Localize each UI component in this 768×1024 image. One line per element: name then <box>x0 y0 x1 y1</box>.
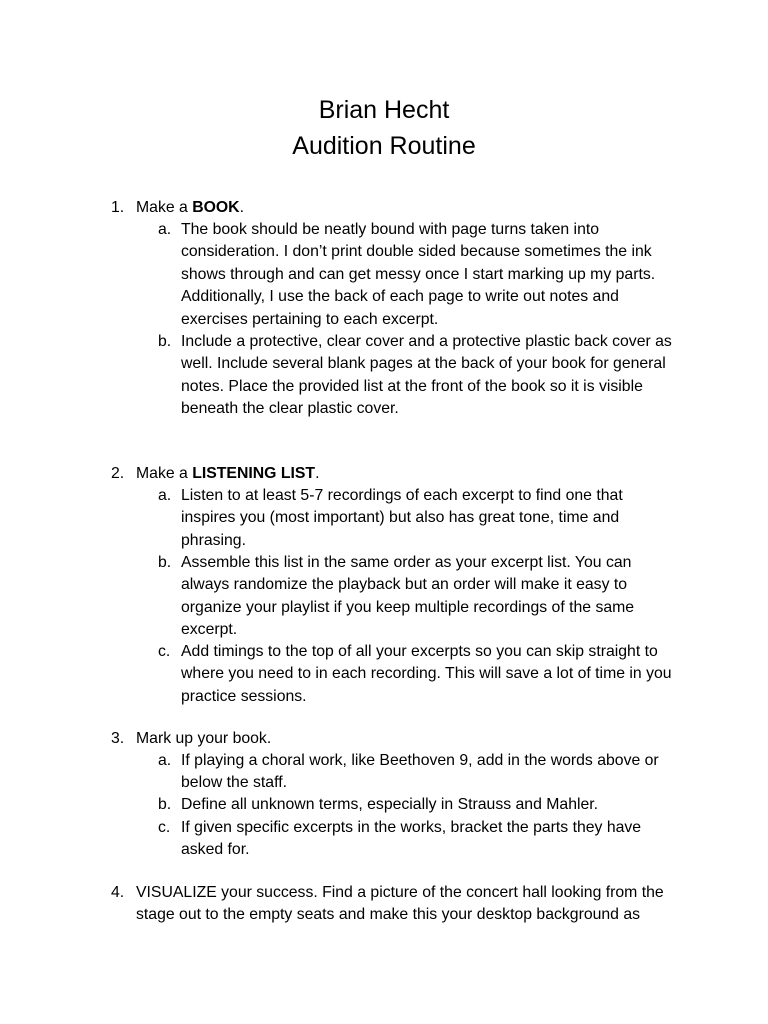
sub-item-text: Add timings to the top of all your excerpts so you can skip straight to where you need to in each recording. This will save a lot of time in you practice sessions. <box>181 643 672 705</box>
sub-item-letter: a. <box>158 752 172 769</box>
item-number: 4. <box>111 884 125 901</box>
item-number: 2. <box>111 465 125 482</box>
item-heading: Make a BOOK. <box>136 199 244 216</box>
item-number: 3. <box>111 730 125 747</box>
sub-item-text: Listen to at least 5-7 recordings of each excerpt to find one that inspires you (most important) but also has great tone, time and phrasing. <box>181 487 623 549</box>
sub-item-letter: a. <box>158 487 172 504</box>
document-title: Audition Routine <box>292 132 476 160</box>
sub-item-text: Include a protective, clear cover and a protective plastic back cover as well. Include several blank pages at the back of your book for general notes. Place the provided list at the front of the book so it is visible beneath the clear plastic cover. <box>181 333 672 418</box>
sub-item-letter: b. <box>158 796 172 813</box>
sub-item-letter: a. <box>158 221 172 238</box>
sub-item-text: If playing a choral work, like Beethoven 9, add in the words above or below the staff. <box>181 752 659 792</box>
sub-item-text: Define all unknown terms, especially in Strauss and Mahler. <box>181 796 599 813</box>
item-heading: Mark up your book. <box>136 730 272 747</box>
sub-item-letter: c. <box>158 643 171 660</box>
sub-item-letter: b. <box>158 333 172 350</box>
author-name: Brian Hecht <box>318 96 450 124</box>
sub-item-text: If given specific excerpts in the works, bracket the parts they have asked for. <box>181 819 642 859</box>
item-heading: VISUALIZE your success. Find a picture of the concert hall looking from the stage out to the empty seats and make this your desktop background as <box>136 884 664 924</box>
sub-item-text: Assemble this list in the same order as your excerpt list. You can always randomize the playback but an order will make it easy to organize your playlist if you keep multiple recordings of the same excerpt. <box>181 554 635 639</box>
sub-item-letter: c. <box>158 819 171 836</box>
sub-item-text: The book should be neatly bound with page turns taken into consideration. I don’t print double sided because sometimes the ink shows through and can get messy once I start marking up my parts. Additionally, I use the back of each page to write out notes and exercises pertaining to each excerpt. <box>181 221 656 328</box>
sub-item-letter: b. <box>158 554 172 571</box>
item-number: 1. <box>111 199 125 216</box>
item-heading: Make a LISTENING LIST. <box>136 465 320 482</box>
